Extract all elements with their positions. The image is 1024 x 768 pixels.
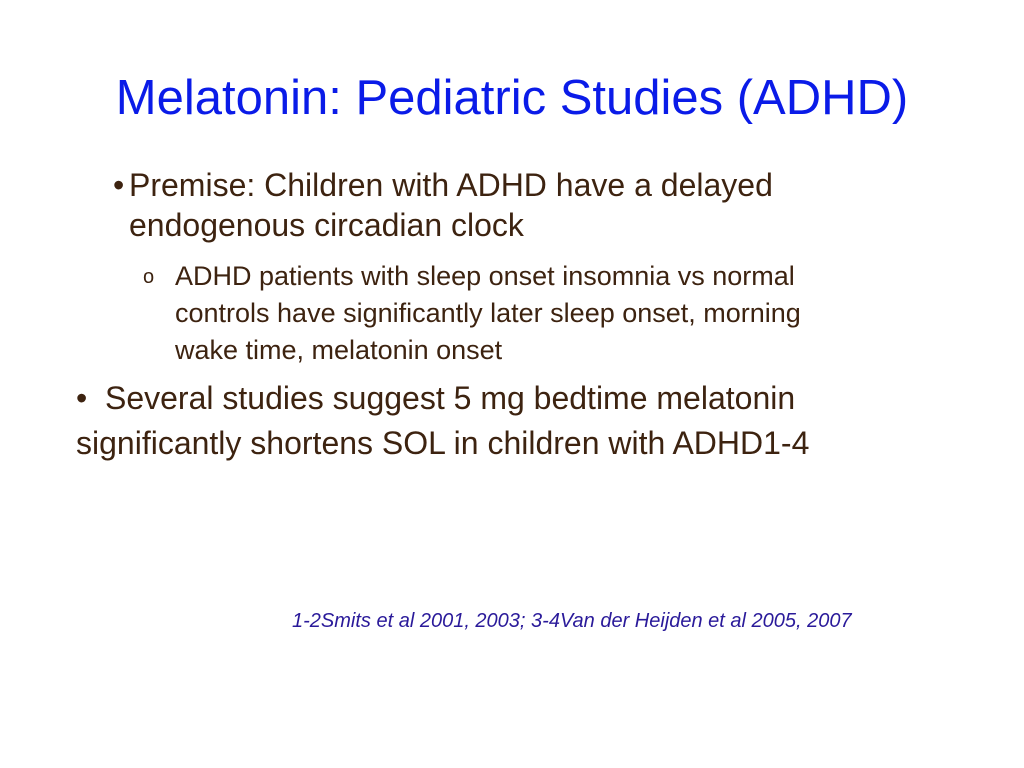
sub-bullet-marker: o: [143, 266, 155, 288]
citation: 1-2Smits et al 2001, 2003; 3-4Van der Heijden et al 2005, 2007: [292, 610, 852, 632]
bullet-premise-text: Premise: Children with ADHD have a delayed endogenous circadian clock: [129, 167, 773, 243]
bullet-marker: •: [76, 380, 105, 416]
bullet-several-studies: [76, 376, 956, 466]
slide-title: Melatonin: Pediatric Studies (ADHD): [115, 71, 909, 125]
sub-bullet-adhd-patients-text: ADHD patients with sleep onset insomnia vs normal controls have significantly later sleep onset, morning wake time, melatonin onset: [175, 261, 801, 365]
bullet-several-studies-text: Several studies suggest 5 mg bedtime melatonin significantly shortens SOL in children with ADHD1-4: [76, 380, 810, 461]
bullet-marker: •: [113, 167, 125, 203]
